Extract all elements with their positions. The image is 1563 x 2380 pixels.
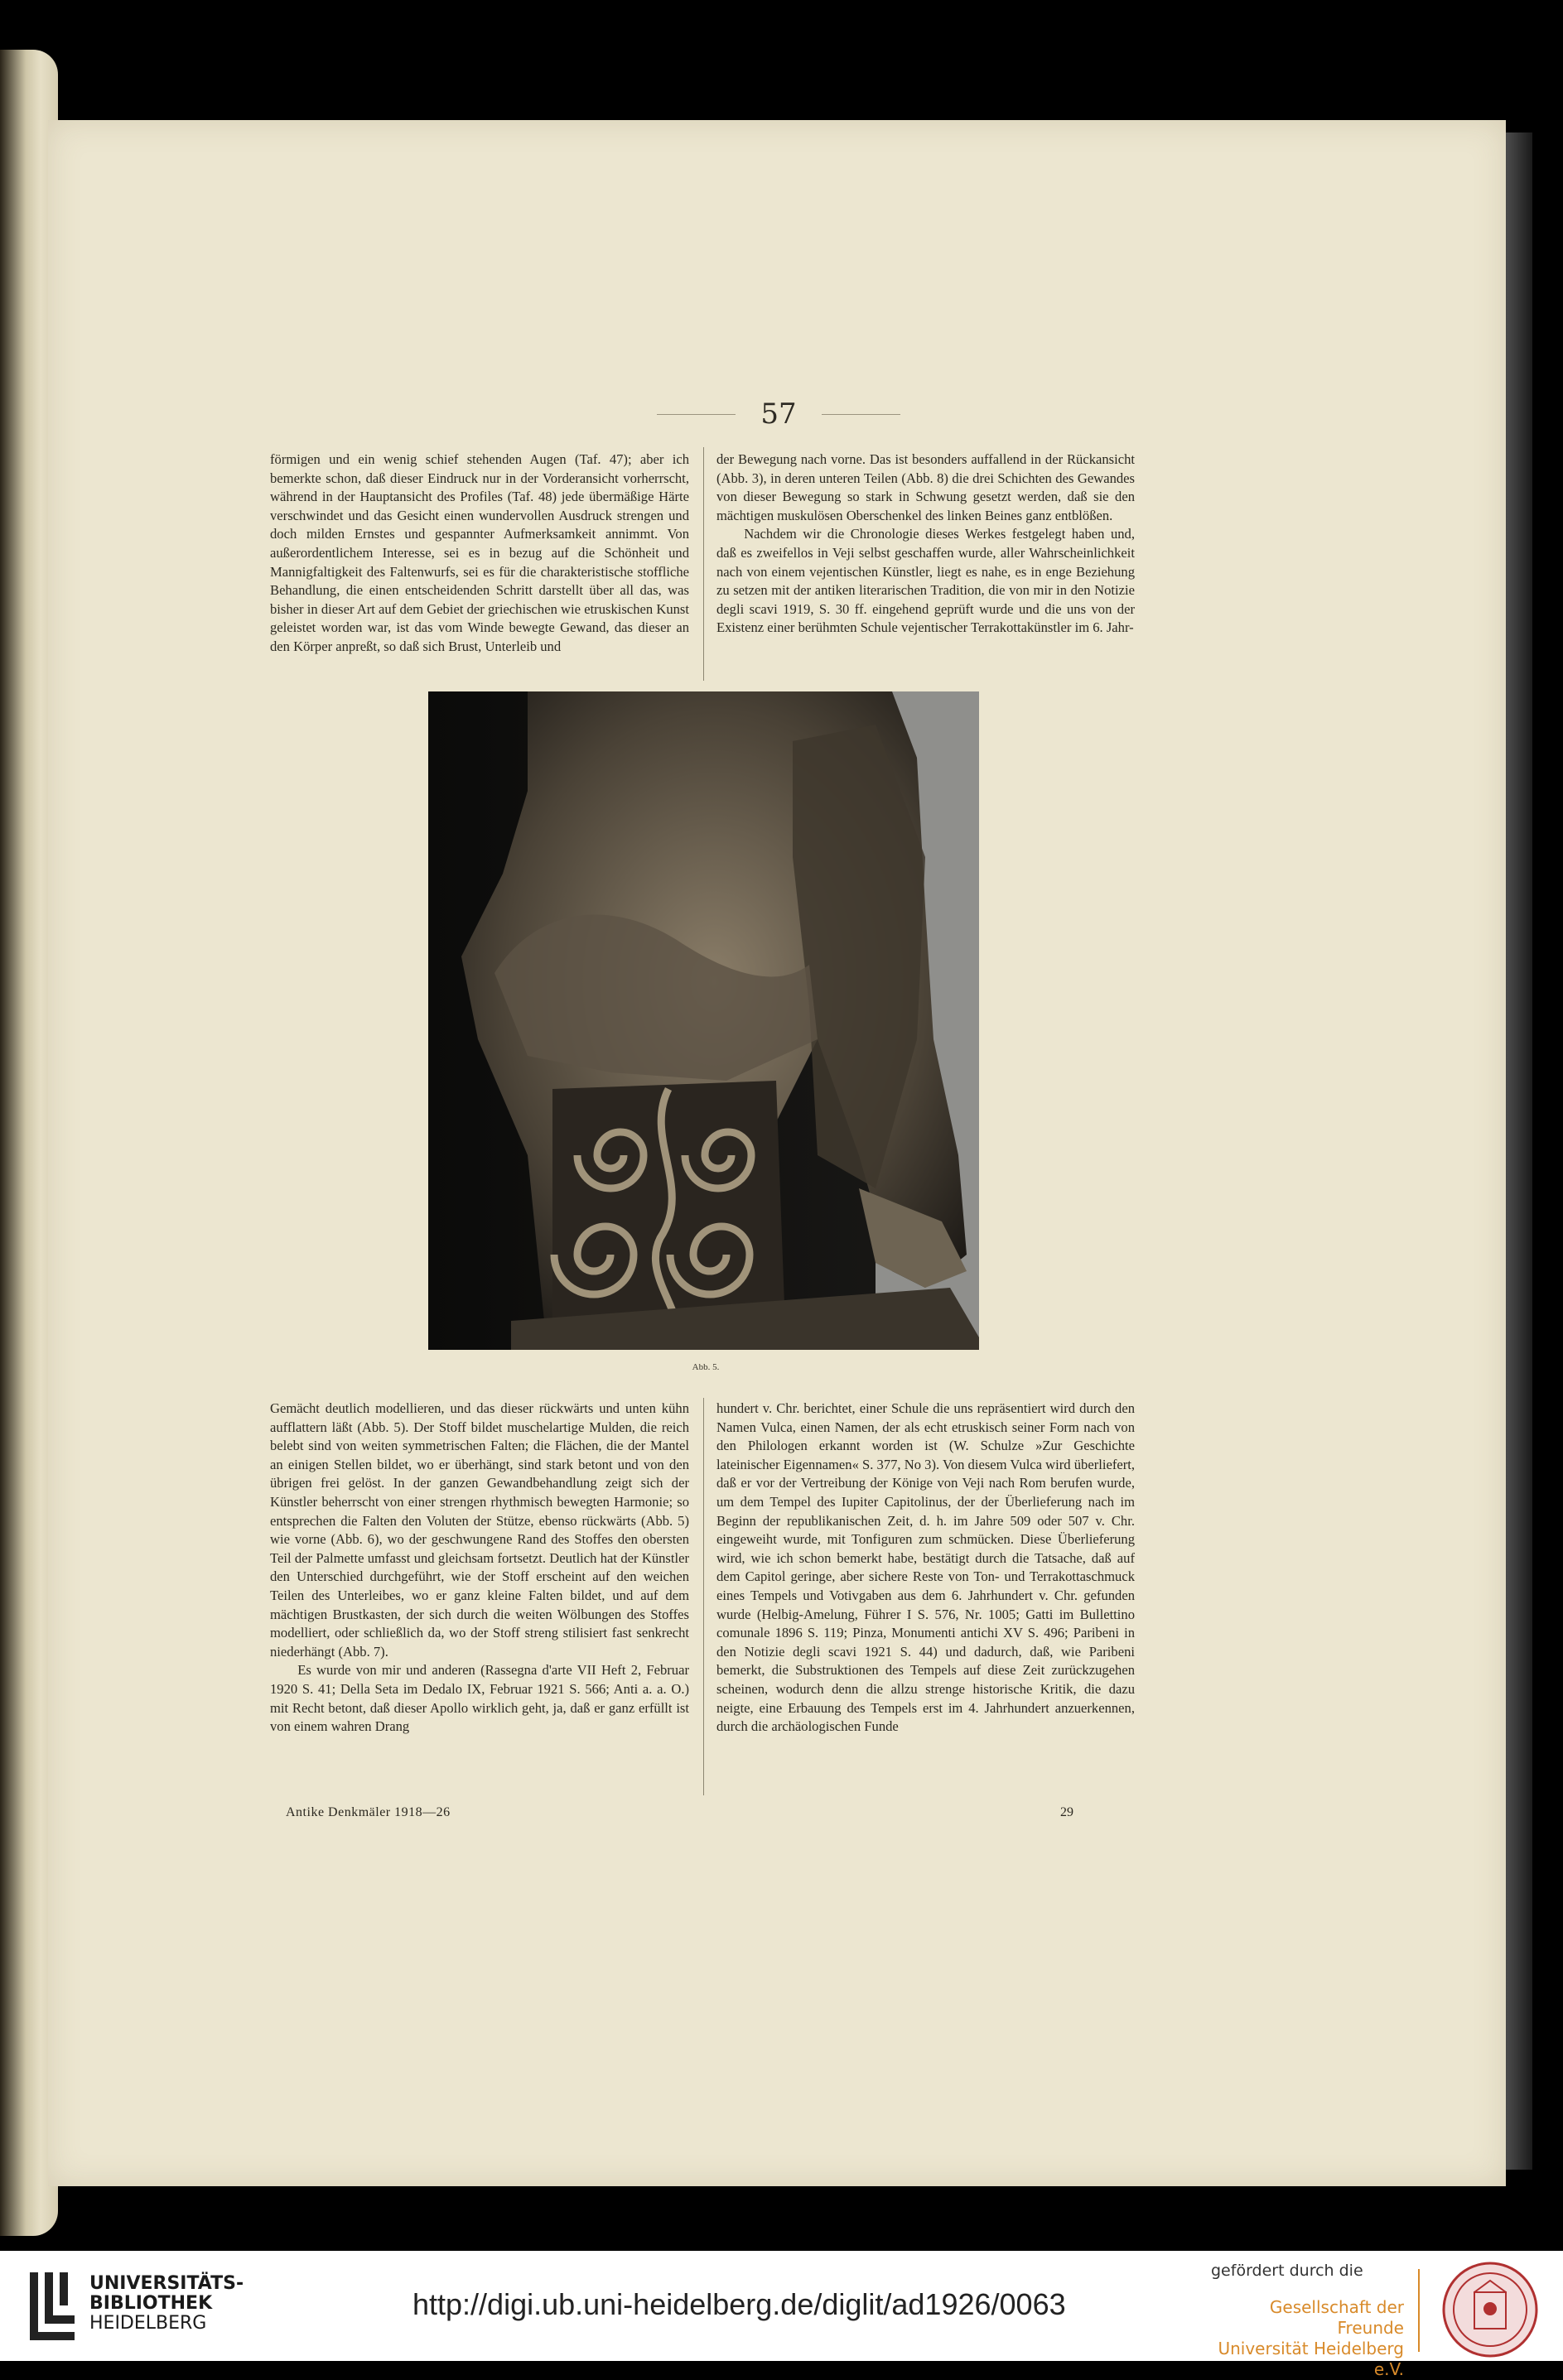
- text-column-bottom-left: [270, 1400, 689, 1737]
- header-rule-left: [657, 414, 736, 415]
- sponsor-label: gefördert durch die: [1211, 2262, 1363, 2280]
- library-name-line-2: BIBLIOTHEK: [89, 2293, 213, 2314]
- page-number: 57: [760, 397, 797, 431]
- column-divider-top: [703, 447, 704, 681]
- text-column-top-left: [270, 450, 689, 657]
- signature-number: 29: [1060, 1805, 1073, 1819]
- paragraph: der Bewegung nach vorne. Das ist besonders auffallend in der Rückansicht (Abb. 3), in deren unteren Teilen (Abb. 8) die drei Schichten des Gewandes von dieser Bewegung so stark in Schwung gesetzt werden, daß sie den mächtigen muskulösen Oberschenkel des linken Beines ganz entblößen.: [716, 451, 1135, 523]
- library-name: [89, 2274, 244, 2334]
- figure-caption: Abb. 5.: [692, 1362, 720, 1372]
- paragraph: Gemächt deutlich modellieren, und das dieser rückwärts und unten kühn aufflattern läßt (Abb. 5). Der Stoff bildet muschelartige Mulden, die reich belebt sind von weiten symmetrischen Falten; die Flächen, die der Mantel an einigen Stellen bildet, wo er überhängt, sind stark betont und von den übrigen frei gelöst. In der ganzen Gewandbehandlung zeigt sich der Künstler beherrscht von einer strengen rhythmisch bewegten Harmonie; so entsprechen die Falten den Voluten der Stütze, ebenso rückwärts (Abb. 5) wie vorne (Abb. 6), wo der geschwungene Rand des Stoffes den obersten Teil der Palmette umfasst und gleichsam fortsetzt. Deutlich hat der Künstler den Unterschied durchgeführt, wie der Stoff erscheint auf den weichen Teilen des Unterleibes, wo er ganz kleine Falten bildet, und auf dem mächtigen Brustkasten, der sich durch die weiten Wölbungen des Stoffes modelliert, oder schließlich da, wo der Stoff streng stilisiert fast senkrecht niederhängt (Abb. 7).: [270, 1400, 689, 1660]
- document-url-link[interactable]: http://digi.ub.uni-heidelberg.de/diglit/ad1926/0063: [412, 2287, 1066, 2321]
- text-column-top-right: [716, 450, 1135, 638]
- column-divider-bottom: [703, 1398, 704, 1795]
- sponsor-divider: [1418, 2269, 1420, 2352]
- page-header: [605, 389, 953, 439]
- sponsor-name-line-1: Gesellschaft der Freunde: [1269, 2297, 1404, 2338]
- paragraph: Es wurde von mir und anderen (Rassegna d'arte VII Heft 2, Februar 1920 S. 41; Della Seta im Dedalo IX, Februar 1921 S. 566; Anti a. a. O.) mit Recht betont, daß dieser Apollo wirklich geht, ja, daß er ganz erfüllt ist von einem wahren Drang: [270, 1662, 689, 1735]
- sponsor-name: [1209, 2297, 1404, 2380]
- sponsor-name-line-2: Universität Heidelberg e.V.: [1218, 2339, 1404, 2379]
- paragraph: Nachdem wir die Chronologie dieses Werkes festgelegt haben und, daß es zweifellos in Veji selbst geschaffen wurde, aller Wahrscheinlichkeit nach von einem vejentischen Künstler, liegt es nahe, es in enge Beziehung zu setzen mit der antiken literarischen Tradition, die von mir in den Notizie degli scavi 1919, S. 30 ff. eingehend geprüft wurde und die uns von der Existenz einer berühmten Schule vejentischer Terrakottakünstler im 6. Jahr-: [716, 526, 1135, 636]
- university-library-logo-icon: [28, 2271, 76, 2342]
- running-footer-title: Antike Denkmäler 1918—26: [286, 1805, 451, 1819]
- text-column-bottom-right: [716, 1400, 1135, 1737]
- paragraph: förmigen und ein wenig schief stehenden Augen (Taf. 47); aber ich bemerkte schon, daß dieser Eindruck nur in der Vorderansicht vorherrscht, während in der Hauptansicht des Profiles (Taf. 48) jede übermäßige Härte verschwindet und das Gesicht einen wundervollen Ausdruck strengen und doch milden Ernstes und gespannter Aufmerksamkeit annimmt. Von außerordentlichem Interesse, sei es in bezug auf die Schönheit und Mannigfaltigkeit des Faltenwurfs, sei es für die charakteristische stoffliche Behandlung, die einen entscheidenden Schritt darstellt über all das, was bisher in dieser Art auf dem Gebiet der griechischen wie etruskischen Kunst geleistet worden war, ist das vom Winde bewegte Gewand, das dieser an den Körper anpreßt, so daß sich Brust, Unterleib und: [270, 451, 689, 654]
- header-rule-right: [822, 414, 900, 415]
- library-name-line-1: UNIVERSITÄTS-: [89, 2273, 244, 2294]
- library-name-line-3: HEIDELBERG: [89, 2313, 207, 2334]
- university-seal-icon: [1441, 2261, 1539, 2358]
- paragraph: hundert v. Chr. berichtet, einer Schule die uns repräsentiert wird durch den Namen Vulca, einen Namen, der als echt etruskisch seiner Form nach von den Philologen erkannt worden ist (W. Schulze »Zur Geschichte lateinischer Eigennamen« S. 377, No 3). Von diesem Vulca wird überliefert, daß er vor der Vertreibung der Könige von Veji nach Rom berufen wurde, um dem Tempel des Iupiter Capitolinus, der der Überlieferung nach im Beginn der republikanischen Zeit, d. h. im Jahre 509 oder 507 v. Chr. eingeweiht wurde, mit Tonfiguren zum schmücken. Diese Überlieferung wird, wie ich schon bemerkt habe, bestätigt durch die Tatsache, daß auf dem Capitol geringe, aber sichere Reste von Ton- und Terrakottaschmuck eines Tempels und Votivgaben aus dem 6. Jahrhundert v. Chr. gefunden wurde (Helbig-Amelung, Führer I S. 576, Nr. 1005; Gatti im Bullettino comunale 1896 S. 119; Pinza, Monumenti antichi XV S. 496; Paribeni in den Notizie degli scavi 1921 S. 44) und dadurch, daß, wie Paribeni bemerkt, die Substruktionen des Tempels auf diese Zeit zurückzugehen scheinen, wodurch denn die allzu strenge historische Kritik, die dazu neigte, eine Erbauung des Tempels erst im 4. Jahrhundert anzuerkennen, durch die archäologischen Funde: [716, 1400, 1135, 1735]
- sculpture-photograph: [428, 691, 979, 1350]
- figure-image: [428, 691, 979, 1350]
